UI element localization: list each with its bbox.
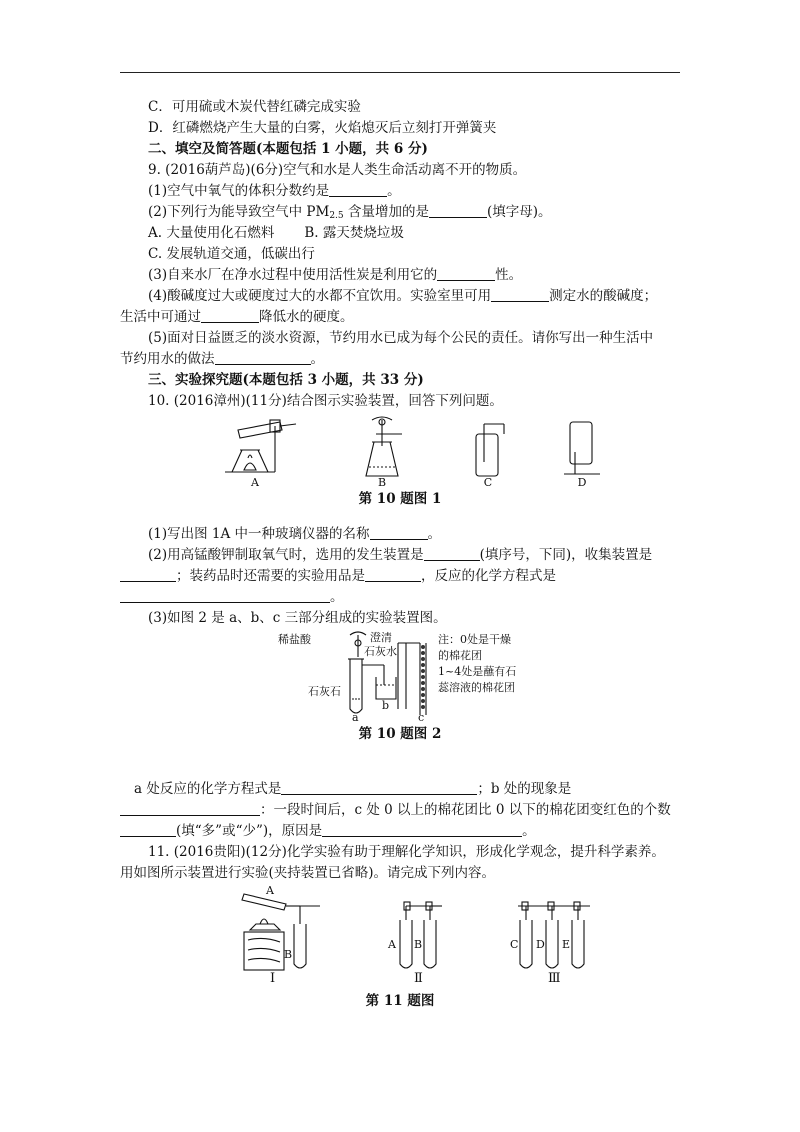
answer-blank[interactable] [437,266,495,281]
q11-figure-caption: 第 11 题图 [365,993,435,1009]
roman-1: Ⅰ [270,971,276,984]
label-c: c [418,711,425,723]
roman-2: Ⅱ [414,971,423,984]
note-line-1: 注：0处是干燥 [438,633,511,646]
q10-part2: (2)用高锰酸钾制取氧气时，选用的发生装置是 (填序号，下同)，收集装置是 [148,547,653,563]
label-d: D [536,938,545,951]
q10-figure-1 [120,412,680,488]
figure-label: B [377,476,387,488]
answer-blank[interactable] [491,287,549,302]
label-b: B [284,948,293,961]
q10-part3: (3)如图 2 是 a、b、c 三部分组成的实验装置图。 [148,610,447,626]
q10-part4: a 处反应的化学方程式是 ；b 处的现象是 [134,781,572,797]
answer-blank[interactable] [120,567,176,582]
q10-part1: (1)写出图 1A 中一种玻璃仪器的名称 。 [148,526,442,542]
q10-part2-cont: ；装药品时还需要的实验用品是 ，反应的化学方程式是 [120,566,680,587]
q10-figure-2 [120,629,680,723]
option-c: C．可用硫或木炭代替红磷完成实验 [148,99,361,115]
figure-label: C [483,476,493,488]
answer-blank[interactable] [281,780,477,795]
label-b: b [382,699,390,712]
section-2-heading: 二、填空及简答题(本题包括 1 小题，共 6 分) [148,141,428,157]
q10-figure-2-caption: 第 10 题图 2 [358,726,442,742]
document-body [120,97,680,1012]
q9-heading: 9. (2016葫芦岛)(6分)空气和水是人类生命活动离不开的物质。 [148,162,527,178]
answer-blank[interactable] [215,350,311,365]
q9-option-a: A. 大量使用化石燃料 [148,225,275,241]
q10-heading: 10. (2016漳州)(11分)结合图示实验装置，回答下列问题。 [148,393,503,409]
apparatus-figure-3 [120,884,680,984]
label-limestone: 石灰石 [308,685,341,698]
label-acid: 稀盐酸 [278,633,311,646]
roman-3: Ⅲ [548,971,561,984]
q10-figure-1-caption: 第 10 题图 1 [358,491,442,507]
label-c: C [510,938,519,951]
answer-blank[interactable] [329,182,387,197]
note-line-2: 的棉花团 [438,649,482,662]
q9-part5: (5)面对日益匮乏的淡水资源，节约用水已成为每个公民的责任。请你写出一种生活中 [148,330,654,346]
label-e: E [562,938,571,951]
q9-part1-text: (1)空气中氧气的体积分数约是 [148,183,330,199]
label-a: A [266,884,274,897]
note-line-3: 1~4处是蘸有石 [438,665,517,678]
q10-part4-end: (填“多”或“少”)，原因是 。 [120,821,680,842]
label-b: B [414,938,423,951]
q11-figure [120,884,680,984]
option-d: D．红磷燃烧产生大量的白雾，火焰熄灭后立刻打开弹簧夹 [148,120,497,136]
answer-blank[interactable] [365,567,421,582]
q9-part4: (4)酸碱度过大或硬度过大的水都不宜饮用。实验室里可用 测定水的酸碱度； [148,288,658,304]
answer-blank[interactable] [322,822,522,837]
answer-blank[interactable] [201,308,259,323]
q10-part4-cont: ：一段时间后，c 处 0 以上的棉花团比 0 以下的棉花团变红色的个数 [120,800,680,821]
answer-blank[interactable] [120,822,176,837]
header-rule [120,72,680,73]
q11-line-2: 用如图所示装置进行实验(夹持装置已省略)。请完成下列内容。 [120,865,496,881]
q9-part2: (2)下列行为能导致空气中 $PM_{2.5}$ 含量增加的是 (填字母)。 [148,204,552,221]
note-line-4: 蕊溶液的棉花团 [438,681,515,694]
label-limewater-1: 澄清 [370,631,392,644]
answer-blank[interactable] [429,203,487,218]
answer-blank[interactable] [120,588,330,603]
q11-heading: 11. (2016贵阳)(12分)化学实验有助于理解化学知识，形成化学观念，提升科学素养。 [148,844,665,860]
answer-blank[interactable] [424,546,480,561]
apparatus-figure-2 [120,629,680,723]
label-limewater-2: 石灰水 [364,645,397,658]
q9-option-c: C. 发展轨道交通，低碳出行 [148,246,315,262]
section-3-heading: 三、实验探究题(本题包括 3 小题，共 33 分) [148,372,424,388]
q9-part3: (3)自来水厂在净水过程中使用活性炭是利用它的 性。 [148,267,523,283]
q9-part5-cont: 节约用水的做法 。 [120,351,324,367]
q10-part2-end: 。 [120,587,680,608]
q9-part1: (1)空气中氧气的体积分数约是 。 [148,183,401,199]
label-a: A [388,938,396,951]
answer-blank[interactable] [370,525,428,540]
q9-options-ab [120,223,680,244]
q9-part4-cont: 生活中可通过 降低水的硬度。 [120,309,354,325]
q9-option-b: B. 露天焚烧垃圾 [304,225,404,241]
figure-label: D [577,476,587,488]
answer-blank[interactable] [120,801,260,816]
label-a: a [352,711,359,723]
apparatus-figure-1 [120,412,680,488]
figure-label: A [251,476,259,488]
